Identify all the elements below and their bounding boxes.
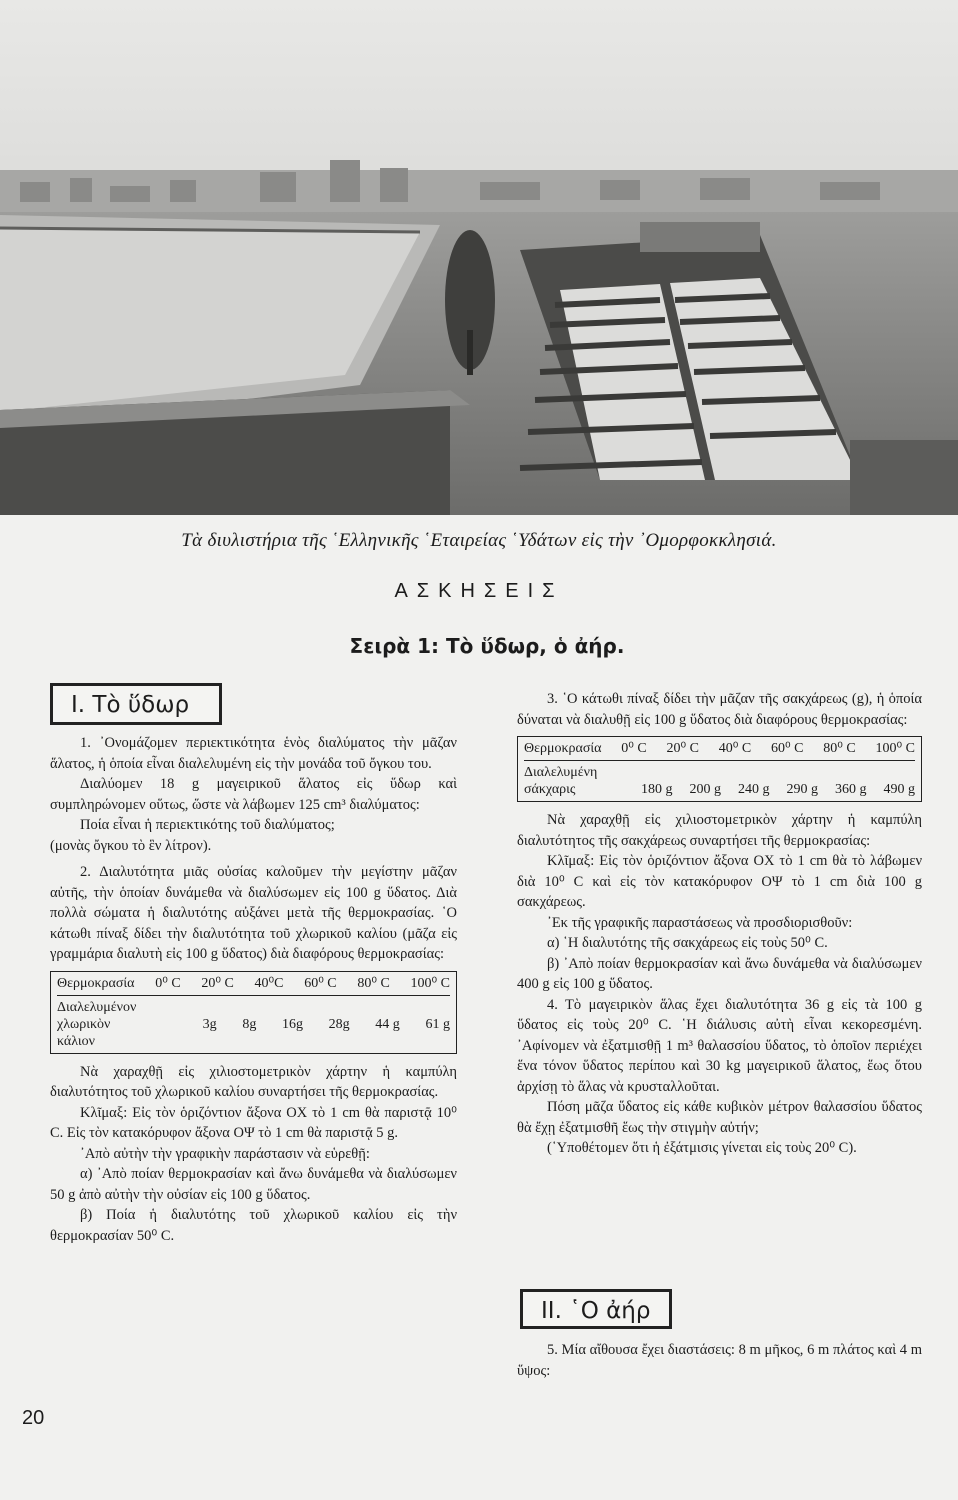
- table-cell: 60⁰ C: [304, 975, 337, 991]
- table-label-line: χλωρικὸν: [57, 1016, 111, 1032]
- exercise-4-question: Πόση μᾶζα ὕδατος εἰς κάθε κυβικὸν μέτρον θαλασσίου ὕδατος θὰ ἔχῃ ἐξατμισθῆ ἕως τὴν στιγμὴν αὐτήν;: [517, 1099, 922, 1136]
- exercise-3-text: 3. ῾Ο κάτωθι πίναξ δίδει τὴν μᾶζαν τῆς σακχάρεως (g), ἡ ὁποία δύναται νὰ διαλυθῇ εἰς 100 g ὕδατος διὰ διαφόρους θερμοκρασίας:: [517, 691, 922, 728]
- exercise-2-find: ᾿Απὸ αὐτὴν τὴν γραφικὴν παράστασιν νὰ εὑρεθῇ:: [80, 1145, 370, 1162]
- table-cell: 290 g: [786, 782, 818, 797]
- table-cell: 3g: [202, 1016, 217, 1032]
- table-label-line: Διαλελυμένη: [524, 765, 598, 780]
- table-cell: 0⁰ C: [155, 975, 181, 991]
- exercise-1-unit: (μονὰς ὄγκου τὸ ἓν λίτρον).: [50, 837, 212, 854]
- table-cell: Θερμοκρασία: [524, 741, 602, 756]
- exercise-1-data: Διαλύομεν 18 g μαγειρικοῦ ἅλατος εἰς ὕδωρ καὶ συμπληρώνομεν οὕτως, ὥστε νὰ λάβωμεν 125 cm³ διαλύματος:: [50, 776, 457, 813]
- table-label-line: σάκχαρις: [524, 782, 576, 797]
- table-cell: 16g: [281, 1016, 303, 1032]
- left-column: [50, 733, 457, 1246]
- table-cell: Θερμοκρασία: [57, 975, 135, 991]
- section-water-box: [50, 683, 222, 725]
- series-heading: Σειρὰ 1: Τὸ ὕδωρ, ὁ ἀήρ.: [349, 634, 625, 658]
- exercise-2-scale: Κλῖμαξ: Εἰς τὸν ὁριζόντιον ἄξονα ΟΧ τὸ 1 cm θὰ παριστᾷ 10⁰ C. Εἰς τὸν κατακόρυφον ἄξονα ΟΨ τὸ 1 cm θὰ παριστᾷ 5 g.: [50, 1104, 457, 1141]
- exercise-2-question-a: α) ᾿Απὸ ποίαν θερμοκρασίαν καὶ ἄνω δυνάμεθα νὰ διαλύσωμεν 50 g ἀπὸ αὐτὴν τὴν οὐσίαν εἰς 100 g ὕδατος.: [50, 1166, 457, 1203]
- sugar-table: [517, 736, 922, 802]
- table-cell: 28g: [328, 1016, 350, 1032]
- potassium-chlorate-table: [50, 971, 457, 1054]
- table-cell: 8g: [242, 1016, 257, 1032]
- table-header-row: [57, 975, 450, 996]
- table-cell: 40⁰C: [254, 975, 284, 991]
- table-cell: 44 g: [375, 1016, 400, 1032]
- exercises-heading: ΑΣΚΗΣΕΙΣ: [394, 580, 564, 602]
- exercise-2-text: 2. Διαλυτότητα μιᾶς οὐσίας καλοῦμεν τὴν μεγίστην μᾶζαν αὐτῆς, τὴν ὁποίαν δυνάμεθα νὰ διαλύσωμεν εἰς 100 g ὕδατος. Διὰ πολλὰ σώματα ἡ διαλυτότης αὐξάνει μετὰ τῆς θερμοκρασίας. ῾Ο κάτωθι πίναξ δίδει τὴν διαλυτότητα τοῦ χλωρικοῦ καλίου (μᾶζα εἰς γραμμάρια διαλυτὴ εἰς 100 g ὕδατος) διὰ διαφόρους θερμοκρασίας:: [50, 864, 457, 962]
- section-air-box: [520, 1289, 672, 1329]
- table-cell: 0⁰ C: [621, 741, 647, 756]
- right-column: [517, 689, 922, 1159]
- table-cell: 100⁰ C: [875, 741, 915, 756]
- exercise-1-question: Ποία εἶναι ἡ περιεκτικότης τοῦ διαλύματος;: [80, 817, 335, 833]
- exercise-3-question-a: α) ῾Η διαλυτότης τῆς σακχάρεως εἰς τοὺς 50⁰ C.: [547, 935, 828, 951]
- right-column-bottom: [517, 1340, 922, 1381]
- table-cell: 490 g: [883, 782, 915, 797]
- exercise-5-text: 5. Μία αἴθουσα ἔχει διαστάσεις: 8 m μῆκος, 6 m πλάτος καὶ 4 m ὕψος:: [517, 1342, 922, 1379]
- table-label-line: Διαλελυμένον: [57, 999, 137, 1015]
- exercise-2-question-b: β) Ποία ἡ διαλυτότης τοῦ χλωρικοῦ καλίου εἰς τὴν θερμοκρασίαν 50⁰ C.: [50, 1207, 457, 1244]
- table-label-line: κάλιον: [57, 1033, 95, 1049]
- exercise-3-scale: Κλῖμαξ: Εἰς τὸν ὁριζόντιον ἄξονα ΟΧ τὸ 1 cm θὰ τὸ λάβωμεν διὰ 10⁰ C καὶ εἰς τὸν κατακόρυφον ΟΨ τὸ 1 cm διὰ 100 g σακχάρεως.: [517, 853, 922, 910]
- photo-drawing: [0, 0, 958, 515]
- table-cell: 20⁰ C: [666, 741, 699, 756]
- table-cell: 40⁰ C: [718, 741, 752, 756]
- exercise-4-assumption: (῾Υποθέτομεν ὅτι ἡ ἐξάτμισις γίνεται εἰς τοὺς 20⁰ C).: [547, 1140, 857, 1156]
- exercise-1-text: 1. ᾿Ονομάζομεν περιεκτικότητα ἑνὸς διαλύματος τὴν μᾶζαν ἅλατος, ἡ ὁποία εἶναι διαλελυμένη εἰς τὴν μονάδα τοῦ ὄγκου του.: [50, 735, 457, 772]
- table-cell: 200 g: [689, 782, 721, 797]
- section-air-title: II. ῾Ο ἀήρ: [541, 1298, 651, 1324]
- exercise-4-text: 4. Τὸ μαγειρικὸν ἅλας ἔχει διαλυτότητα 36 g εἰς τὰ 100 g ὕδατος εἰς τοὺς 20⁰ C. ῾Η διάλυσις αὐτὴ εἶναι κεκορεσμένη. ᾿Αφίνομεν νὰ ἐξατμισθῇ 1 m³ θαλασσίου ὕδατος, τὸ ὁποῖον περιέχει ἕνα τόνον ὕδατος περίπου καὶ 30 kg μαγειρικοῦ ἅλατος, ἕως ὅτου ἀρχίσῃ τὸ ἅλας νὰ κρυσταλλοῦται.: [517, 996, 922, 1095]
- table-cell: 80⁰ C: [823, 741, 856, 756]
- exercise-3-find: ᾿Εκ τῆς γραφικῆς παραστάσεως νὰ προσδιορισθοῦν:: [547, 914, 853, 931]
- table-cell: 20⁰ C: [201, 975, 234, 991]
- exercise-3-instruction: Νὰ χαραχθῇ εἰς χιλιοστομετρικὸν χάρτην ἡ καμπύλη διαλυτότητος τῆς σακχάρεως συναρτήσει τῆς θερμοκρασίας:: [517, 812, 922, 849]
- table-value-row: [57, 1016, 450, 1033]
- table-value-row: [524, 781, 915, 798]
- exercise-2-instruction: Νὰ χαραχθῇ εἰς χιλιοστομετρικὸν χάρτην ἡ καμπύλη διαλυτότητος τοῦ χλωρικοῦ καλίου συναρτήσει τῆς θερμοκρασίας.: [50, 1063, 457, 1100]
- filtration-plant-photo: [0, 0, 958, 515]
- table-cell: 61 g: [425, 1016, 450, 1032]
- table-header-row: [524, 740, 915, 761]
- table-cell: 100⁰ C: [410, 975, 450, 991]
- page-number: 20: [22, 1407, 45, 1429]
- table-cell: 80⁰ C: [357, 975, 390, 991]
- table-cell: 240 g: [738, 782, 770, 797]
- photo-caption: Τὰ διυλιστήρια τῆς ῾Ελληνικῆς ῾Εταιρείας ῾Υδάτων εἰς τὴν ᾿Ομορφοκκλησιά.: [181, 530, 777, 551]
- table-cell: 60⁰ C: [771, 741, 804, 756]
- section-water-title: I. Τὸ ὕδωρ: [71, 692, 190, 718]
- table-cell: 360 g: [835, 782, 867, 797]
- table-cell: 180 g: [641, 782, 673, 797]
- exercise-3-question-b: β) ᾿Απὸ ποίαν θερμοκρασίαν καὶ ἄνω δυνάμεθα νὰ διαλύσωμεν 400 g εἰς 100 g ὕδατος.: [517, 955, 922, 992]
